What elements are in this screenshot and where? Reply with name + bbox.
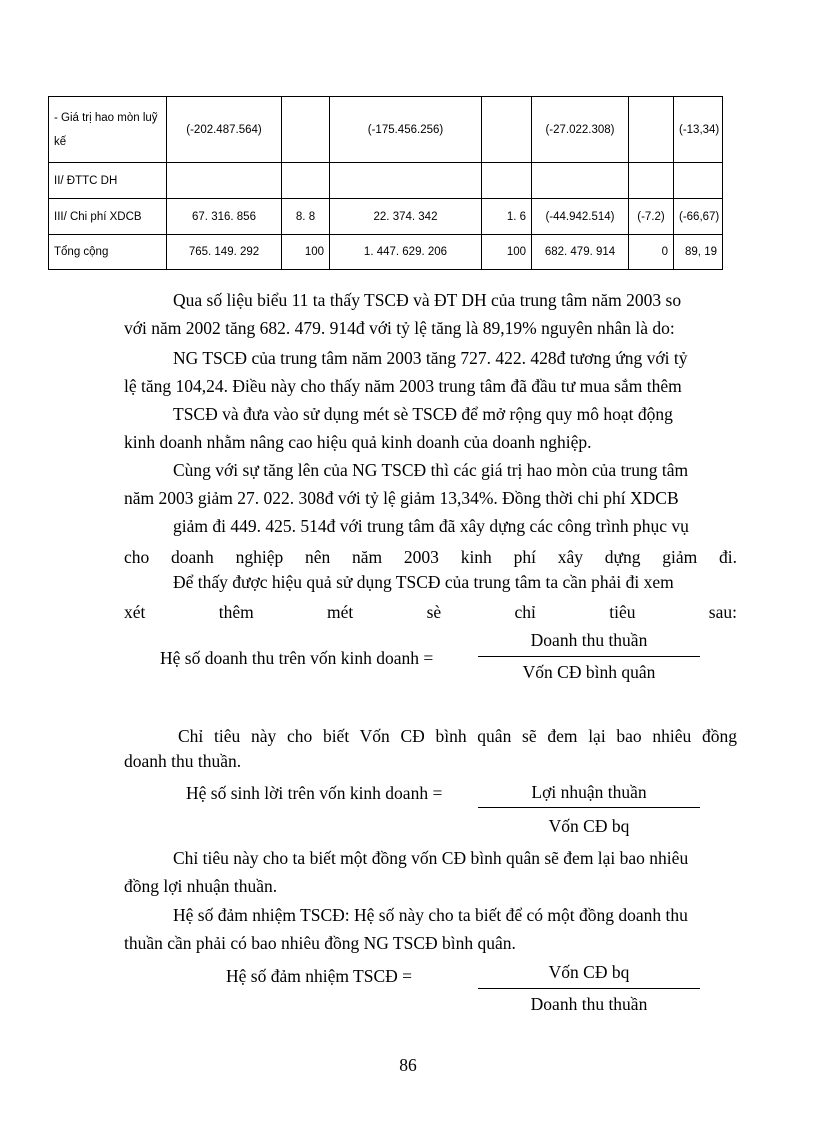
paragraph-line: NG TSCĐ của trung tâm năm 2003 tăng 727. 422. 428đ tương ứng với tỷ (173, 348, 688, 368)
paragraph-line: Hệ số đảm nhiệm TSCĐ: Hệ số này cho ta biết để có một đồng doanh thu (173, 905, 688, 925)
cell-value (532, 163, 629, 199)
paragraph-line: với năm 2002 tăng 682. 479. 914đ với tỷ lệ tăng là 89,19% nguyên nhân là do: (124, 318, 675, 338)
cell-value: (-7.2) (629, 199, 674, 235)
cell-value: 1. 6 (482, 199, 532, 235)
cell-value (629, 97, 674, 163)
fraction-bar (478, 988, 700, 989)
page-number: 86 (399, 1055, 417, 1075)
cell-value: (-44.942.514) (532, 199, 629, 235)
paragraph-line: cho doanh nghiệp nên năm 2003 kinh phí xây dựng giảm đi. (124, 547, 737, 567)
formula-numerator: Vốn CĐ bq (548, 962, 630, 982)
cell-value (629, 163, 674, 199)
formula-denominator: Vốn CĐ bq (548, 816, 630, 836)
cell-value: 765. 149. 292 (167, 235, 282, 270)
cell-value: 682. 479. 914 (532, 235, 629, 270)
formula-denominator: Doanh thu thuần (530, 994, 648, 1014)
paragraph-line: Để thấy được hiệu quả sử dụng TSCĐ của trung tâm ta cần phải đi xem (173, 572, 674, 592)
paragraph-line: Chỉ tiêu này cho biết Vốn CĐ bình quân sẽ đem lại bao nhiêu đồng (178, 726, 737, 746)
cell-value: (-175.456.256) (330, 97, 482, 163)
formula-label: Hệ số đảm nhiệm TSCĐ = (226, 966, 412, 986)
row-label: - Giá trị hao mòn luỹ kế (54, 111, 158, 148)
cell-value: (-66,67) (674, 199, 723, 235)
paragraph-line: lệ tăng 104,24. Điều này cho thấy năm 2003 trung tâm đã đầu tư mua sắm thêm (124, 376, 682, 396)
table-row (49, 163, 723, 199)
cell-value: 1. 447. 629. 206 (330, 235, 482, 270)
formula-denominator: Vốn CĐ bình quân (522, 662, 656, 682)
cell-value: 100 (282, 235, 330, 270)
cell-value: (-202.487.564) (167, 97, 282, 163)
fraction-bar (478, 656, 700, 657)
paragraph-line: Chỉ tiêu này cho ta biết một đồng vốn CĐ bình quân sẽ đem lại bao nhiêu (173, 848, 689, 868)
cell-value (482, 97, 532, 163)
row-label: II/ ĐTTC DH (49, 163, 167, 199)
cell-value: 67. 316. 856 (167, 199, 282, 235)
formula-numerator: Doanh thu thuần (530, 630, 648, 650)
paragraph-line: đồng lợi nhuận thuần. (124, 876, 278, 896)
cell-value (167, 163, 282, 199)
paragraph-line: giảm đi 449. 425. 514đ với trung tâm đã xây dựng các công trình phục vụ (173, 516, 689, 536)
table-row (49, 199, 723, 235)
cell-value (282, 163, 330, 199)
paragraph-line: thuần cần phải có bao nhiêu đồng NG TSCĐ bình quân. (124, 933, 516, 953)
cell-value (482, 163, 532, 199)
cell-value: 100 (482, 235, 532, 270)
fraction-bar (478, 807, 700, 808)
cell-value: (-27.022.308) (532, 97, 629, 163)
paragraph-line: xét thêm mét sè chỉ tiêu sau: (124, 602, 737, 622)
paragraph-line: Cùng với sự tăng lên của NG TSCĐ thì các giá trị hao mòn của trung tâm (173, 460, 689, 480)
cell-value (674, 163, 723, 199)
formula-label: Hệ số sinh lời trên vốn kinh doanh = (186, 783, 443, 803)
row-label: Tổng cộng (49, 235, 167, 270)
formula-numerator: Lợi nhuận thuần (531, 782, 647, 802)
cell-value: 8. 8 (282, 199, 330, 235)
cell-value: (-13,34) (674, 97, 723, 163)
cell-value (330, 163, 482, 199)
fixed-asset-table (48, 96, 723, 270)
row-label: III/ Chi phí XDCB (49, 199, 167, 235)
table-row (49, 235, 723, 270)
formula-label: Hệ số doanh thu trên vốn kinh doanh = (160, 648, 434, 668)
paragraph-line: TSCĐ và đưa vào sử dụng mét sè TSCĐ để mở rộng quy mô hoạt động (173, 404, 673, 424)
cell-value: 0 (629, 235, 674, 270)
paragraph-line: Qua số liệu biểu 11 ta thấy TSCĐ và ĐT DH của trung tâm năm 2003 so (173, 290, 682, 310)
paragraph-line: kinh doanh nhằm nâng cao hiệu quả kinh doanh của doanh nghiệp. (124, 432, 592, 452)
cell-value: 22. 374. 342 (330, 199, 482, 235)
cell-value (282, 97, 330, 163)
paragraph-line: năm 2003 giảm 27. 022. 308đ với tỷ lệ giảm 13,34%. Đồng thời chi phí XDCB (124, 488, 679, 508)
table-row (49, 97, 723, 163)
cell-value: 89, 19 (674, 235, 723, 270)
paragraph-line: doanh thu thuần. (124, 751, 242, 771)
